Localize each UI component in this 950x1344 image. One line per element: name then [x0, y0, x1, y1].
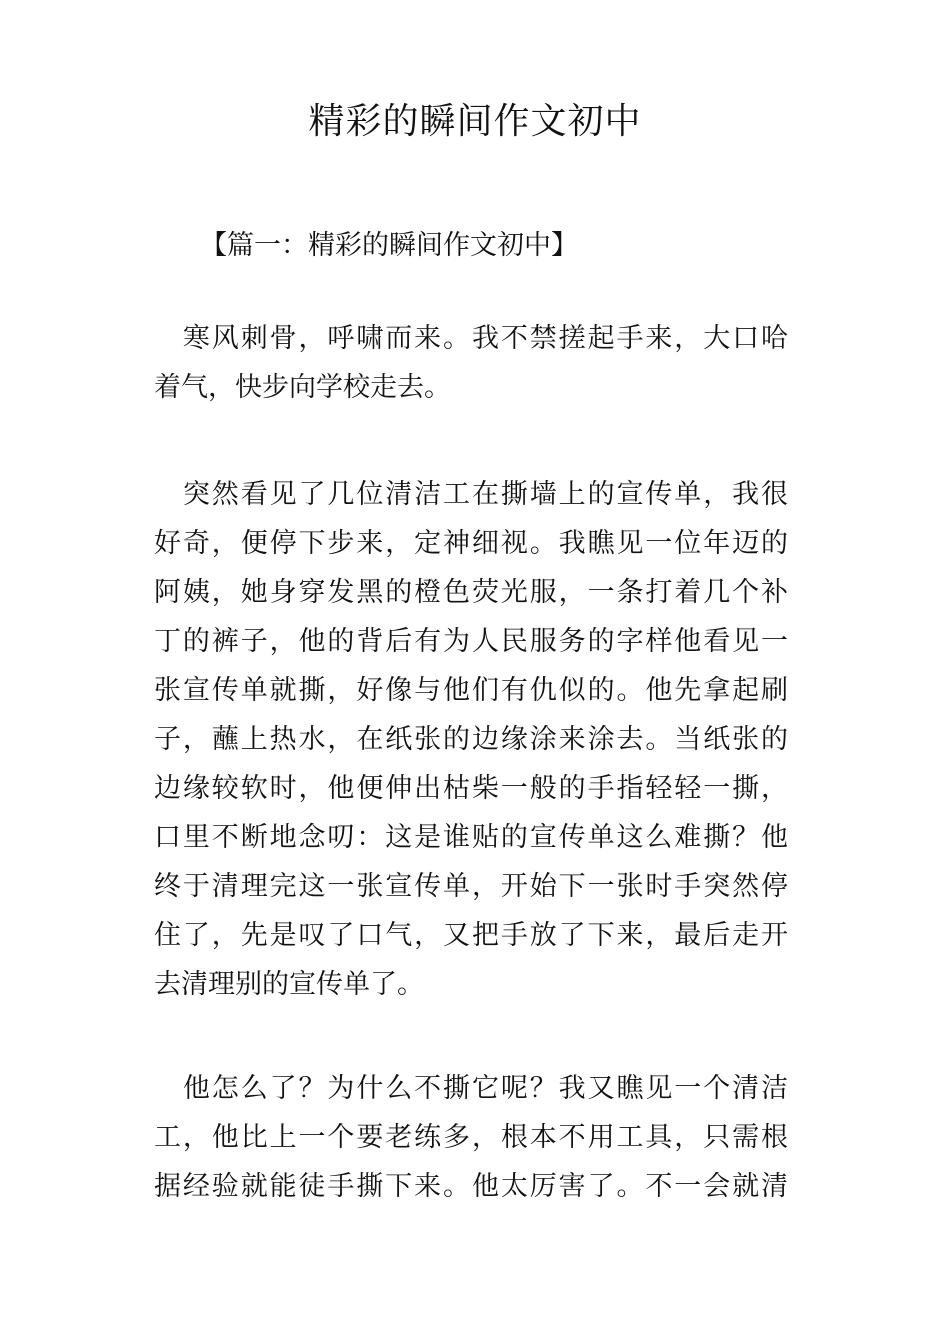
paragraph-line: 着气，快步向学校走去。: [154, 372, 451, 403]
section-heading: 【篇一：精彩的瞬间作文初中】: [200, 230, 578, 261]
document-title: 精彩的瞬间作文初中: [308, 101, 642, 142]
paragraph-3: [154, 1064, 788, 1211]
paragraph-line: 工，他比上一个要老练多，根本不用工具，只需根: [154, 1122, 788, 1153]
paragraph-line: 子，蘸上热水，在纸张的边缘涂来涂去。当纸张的: [154, 724, 788, 755]
paragraph-1: [154, 314, 788, 412]
paragraph-line: 口里不断地念叨：这是谁贴的宣传单这么难撕？他: [154, 822, 788, 853]
paragraph-line: 去清理别的宣传单了。: [154, 969, 424, 1000]
paragraph-line: 终于清理完这一张宣传单，开始下一张时手突然停: [154, 871, 788, 902]
paragraph-line: 寒风刺骨，呼啸而来。我不禁搓起手来，大口哈: [154, 323, 788, 354]
paragraph-line: 张宣传单就撕，好像与他们有仇似的。他先拿起刷: [154, 675, 788, 706]
paragraph-line: 好奇，便停下步来，定神细视。我瞧见一位年迈的: [154, 528, 788, 559]
paragraph-2: [154, 470, 788, 1009]
paragraph-line: 丁的裤子，他的背后有为人民服务的字样他看见一: [154, 626, 788, 657]
paragraph-line: 边缘较软时，他便伸出枯柴一般的手指轻轻一撕，: [154, 773, 788, 804]
paragraph-line: 突然看见了几位清洁工在撕墙上的宣传单，我很: [154, 479, 788, 510]
paragraph-line: 住了，先是叹了口气，又把手放了下来，最后走开: [154, 920, 788, 951]
paragraph-line: 阿姨，她身穿发黑的橙色荧光服，一条打着几个补: [154, 577, 788, 608]
paragraph-line: 据经验就能徒手撕下来。他太厉害了。不一会就清: [154, 1171, 788, 1202]
paragraph-line: 他怎么了？为什么不撕它呢？我又瞧见一个清洁: [154, 1073, 788, 1104]
